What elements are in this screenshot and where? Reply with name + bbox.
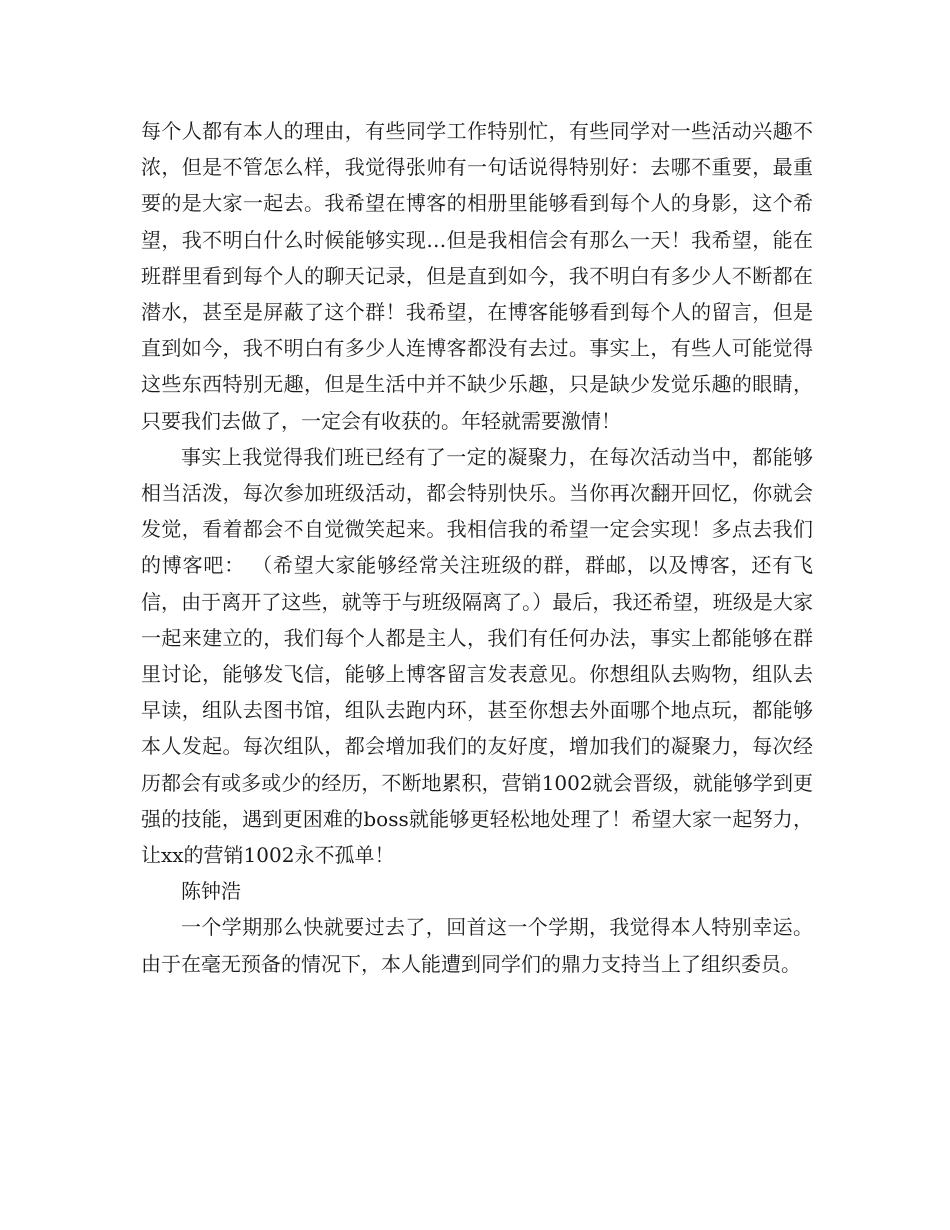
document-page bbox=[141, 113, 813, 982]
author-name: 陈钟浩 bbox=[181, 879, 241, 904]
paragraph-3: 一个学期那么快就要过去了，回首这一个学期，我觉得本人特别幸运。由于在毫无预备的情况下，本人能遭到同学们的鼎力支持当上了组织委员。 bbox=[141, 915, 813, 976]
paragraph-2: 事实上我觉得我们班已经有了一定的凝聚力，在每次活动当中，都能够相当活泼，每次参加班级活动，都会特别快乐。当你再次翻开回忆，你就会发觉，看着都会不自觉微笑起来。我相信我的希望一定会实现！多点去我们的博客吧： （希望大家能够经常关注班级的群，群邮，以及博客，还有飞信，由于离开了这些，就等于与班级隔离了。）最后，我还希望，班级是大家一起来建立的，我们每个人都是主人，我们有任何办法，事实上都能够在群里讨论，能够发飞信，能够上博客留言发表意见。你想组队去购物，组队去早读，组队去图书馆，组队去跑内环，甚至你想去外面哪个地点玩，都能够本人发起。每次组队，都会增加我们的友好度，增加我们的凝聚力，每次经历都会有或多或少的经历，不断地累积，营销1002就会晋级，就能够学到更强的技能，遇到更困难的boss就能够更轻松地处理了！希望大家一起努力，让xx的营销1002永不孤单！ bbox=[141, 444, 813, 868]
paragraph-1: 每个人都有本人的理由，有些同学工作特别忙，有些同学对一些活动兴趣不浓，但是不管怎么样，我觉得张帅有一句话说得特别好：去哪不重要，最重要的是大家一起去。我希望在博客的相册里能够看到每个人的身影，这个希望，我不明白什么时候能够实现…但是我相信会有那么一天！我希望，能在班群里看到每个人的聊天记录，但是直到如今，我不明白有多少人不断都在潜水，甚至是屏蔽了这个群！我希望，在博客能够看到每个人的留言，但是直到如今，我不明白有多少人连博客都没有去过。事实上，有些人可能觉得这些东西特别无趣，但是生活中并不缺少乐趣，只是缺少发觉乐趣的眼睛，只要我们去做了，一定会有收获的。年轻就需要激情！ bbox=[141, 119, 813, 433]
